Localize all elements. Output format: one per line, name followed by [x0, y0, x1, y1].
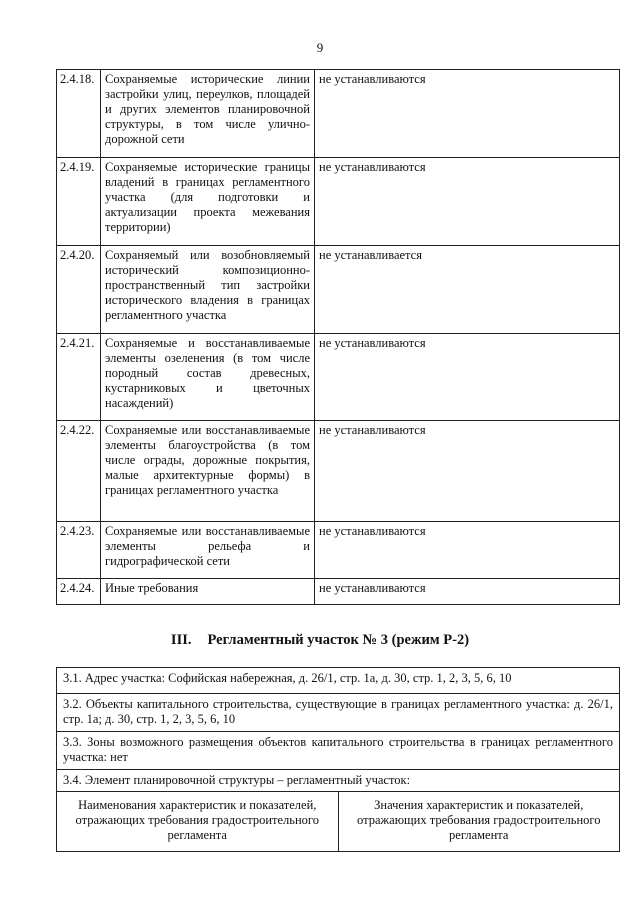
table-header-row [57, 792, 620, 852]
table-row [57, 421, 620, 522]
item-value: не устанавливаются [315, 158, 620, 246]
item-value: не устанавливаются [315, 579, 620, 605]
item-number: 2.4.20. [57, 246, 101, 334]
table-row [57, 668, 620, 694]
table-row [57, 770, 620, 792]
item-number: 2.4.19. [57, 158, 101, 246]
item-name: Сохраняемый или возобновляемый исторический композиционно-пространственный тип застройки исторического владения в границах регламентного участка [101, 246, 315, 334]
plot-objects: 3.2. Объекты капитального строительства, существующие в границах регламентного участка: д. 26/1, стр. 1а; д. 30, стр. 1, 2, 3, 5, 6, 10 [57, 694, 620, 732]
item-name: Сохраняемые исторические линии застройки улиц, переулков, площадей и других элементов планировочной структуры, в том числе улично-дорожной сети [101, 70, 315, 158]
section-numeral: III. [170, 632, 192, 648]
item-number: 2.4.21. [57, 334, 101, 421]
item-number: 2.4.22. [57, 421, 101, 522]
column-header-values: Значения характеристик и показателей, отражающих требования градостроительного регламента [338, 792, 620, 852]
table-row [57, 694, 620, 732]
item-number: 2.4.23. [57, 522, 101, 579]
item-number: 2.4.24. [57, 579, 101, 605]
item-name: Сохраняемые и восстанавливаемые элементы озеленения (в том числе породный состав древесных, кустарниковых и цветочных насаждений) [101, 334, 315, 421]
plot-info-table [56, 667, 620, 852]
item-value: не устанавливаются [315, 334, 620, 421]
section-title: Регламентный участок № 3 (режим Р-2) [207, 632, 470, 648]
plot-address: 3.1. Адрес участка: Софийская набережная, д. 26/1, стр. 1а, д. 30, стр. 1, 2, 3, 5, 6, 10 [57, 668, 620, 694]
section-heading [0, 632, 640, 649]
item-value: не устанавливаются [315, 70, 620, 158]
table-row [57, 579, 620, 605]
item-name: Сохраняемые исторические границы владений в границах регламентного участка (для подготовки и актуализации проекта межевания территории) [101, 158, 315, 246]
column-header-names: Наименования характеристик и показателей, отражающих требования градостроительного регламента [57, 792, 339, 852]
page-number: 9 [316, 40, 324, 55]
table-row [57, 246, 620, 334]
item-name: Сохраняемые или восстанавливаемые элементы рельефа и гидрографической сети [101, 522, 315, 579]
item-value: не устанавливаются [315, 522, 620, 579]
item-value: не устанавливаются [315, 421, 620, 522]
table-row [57, 158, 620, 246]
table-row [57, 522, 620, 579]
requirements-table [56, 69, 620, 605]
item-value: не устанавливается [315, 246, 620, 334]
table-row [57, 732, 620, 770]
plot-element: 3.4. Элемент планировочной структуры – регламентный участок: [57, 770, 620, 792]
table-row [57, 334, 620, 421]
item-number: 2.4.18. [57, 70, 101, 158]
item-name: Сохраняемые или восстанавливаемые элементы благоустройства (в том числе ограды, дорожные покрытия, малые архитектурные формы) в границах регламентного участка [101, 421, 315, 522]
item-name: Иные требования [101, 579, 315, 605]
table-row [57, 70, 620, 158]
plot-zones: 3.3. Зоны возможного размещения объектов капитального строительства в границах регламентного участка: нет [57, 732, 620, 770]
